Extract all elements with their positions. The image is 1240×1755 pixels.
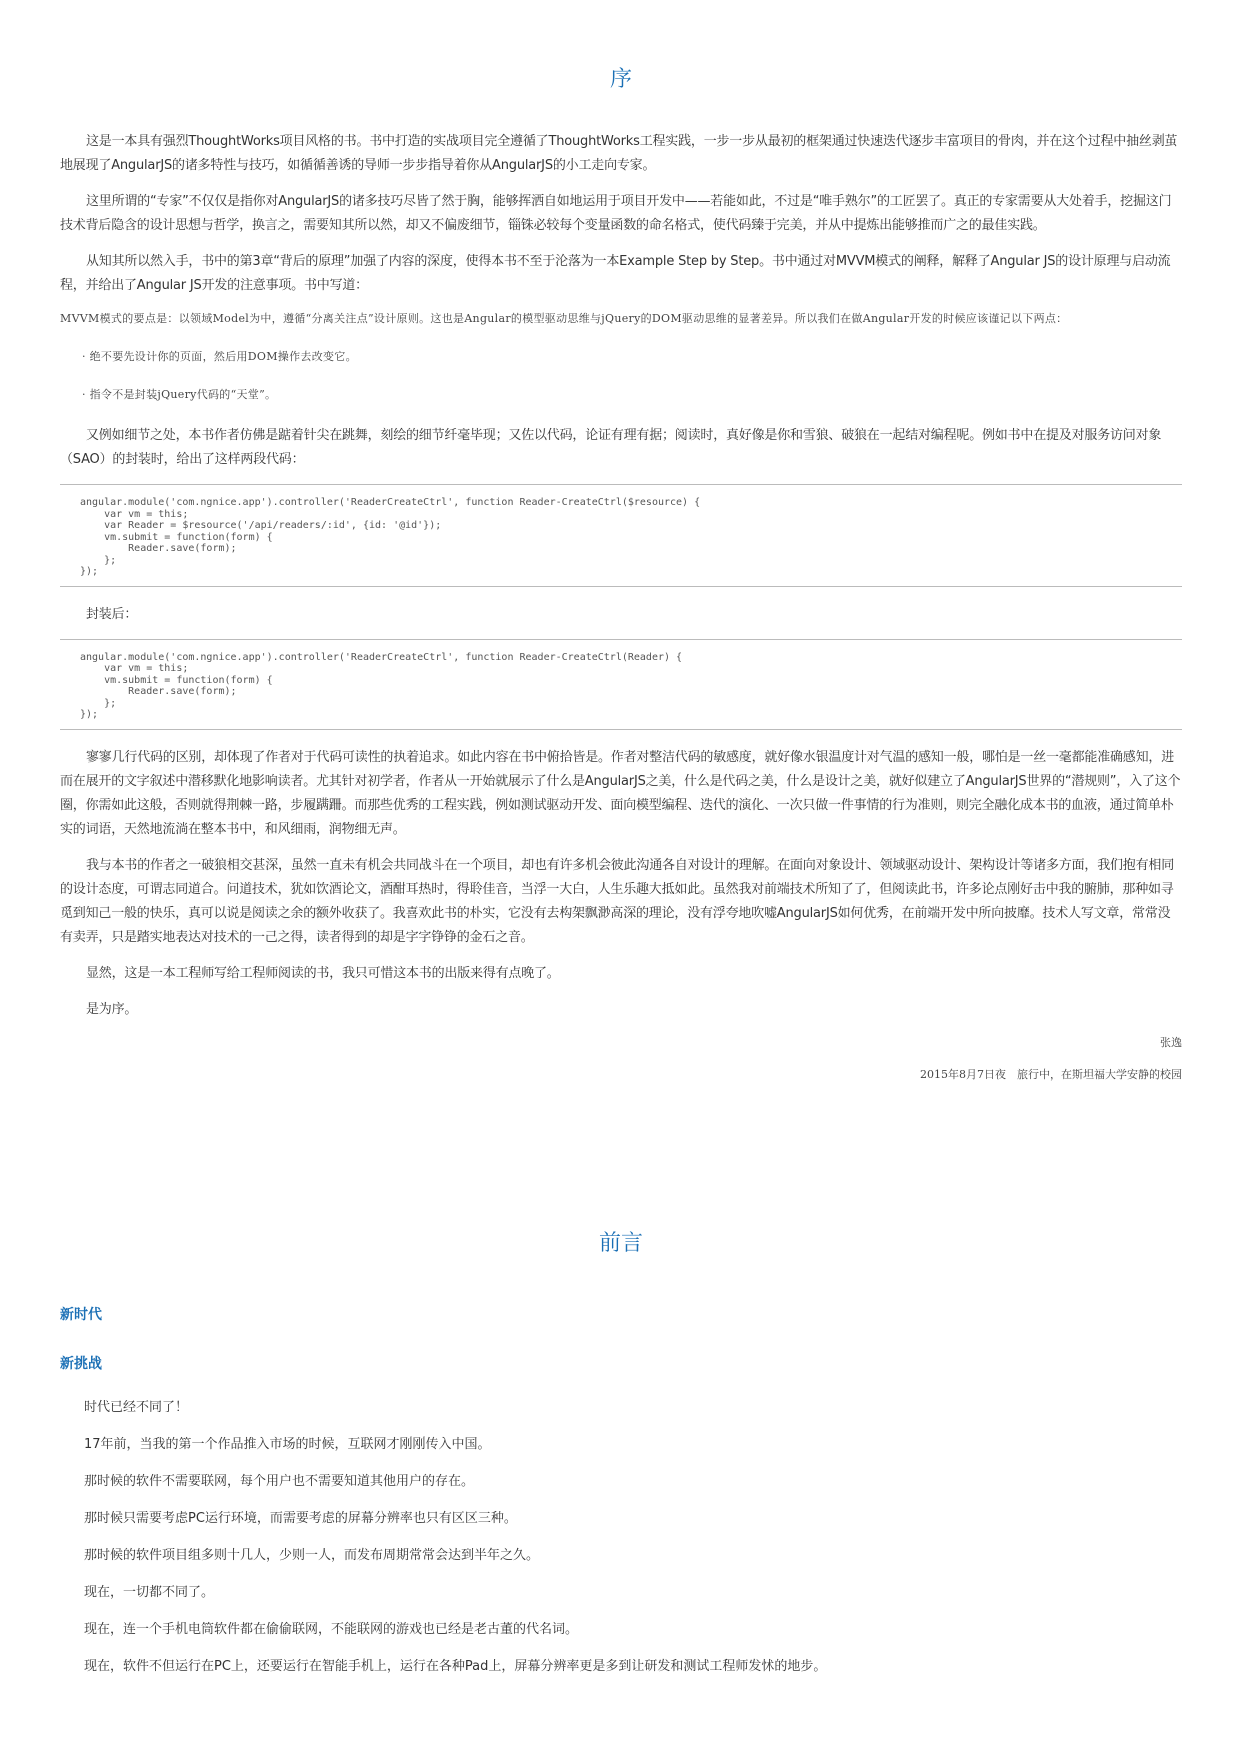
after-label: 封装后： xyxy=(86,606,138,622)
foreword-title: 前言 xyxy=(598,1231,643,1256)
code-text: angular.module('com.ngnice.app').controller('ReaderCreateCtrl', function Reader-CreateCtrl(Reader) { var vm = this; vm.submit = function(form) { Reader.save(form); }; }); xyxy=(80,651,683,720)
code-block-before xyxy=(60,484,1182,587)
quote-line: · 指令不是封装jQuery代码的“天堂”。 xyxy=(82,388,277,401)
quote-line: · 绝不要先设计你的页面，然后用DOM操作去改变它。 xyxy=(82,350,357,363)
paragraph: 从知其所以然入手，书中的第3章“背后的原理”加强了内容的深度，使得本书不至于沦落为一本Example Step by Step。书中通过对MVVM模式的阐释，解释了Angular JS的设计原理与启动流程，并给出了Angular JS开发的注意事项。书中写道： xyxy=(60,254,1171,293)
paragraph: 这里所谓的“专家”不仅仅是指你对AngularJS的诸多技巧尽皆了然于胸，能够挥洒自如地运用于项目开发中——若能如此，不过是“唯手熟尔”的工匠罢了。真正的专家需要从大处着手，挖掘这门技术背后隐含的设计思想与哲学，换言之，需要知其所以然，却又不偏废细节，锱铢必较每个变量函数的命名格式，使代码臻于完美，并从中提炼出能够推而广之的最佳实践。 xyxy=(60,194,1172,233)
paragraph: 那时候只需要考虑PC运行环境，而需要考虑的屏幕分辨率也只有区区三种。 xyxy=(84,1511,517,1526)
quote-line: MVVM模式的要点是：以领域Model为中，遵循“分离关注点”设计原则。这也是Angular的模型驱动思维与jQuery的DOM驱动思维的显著差异。所以我们在做Angular开发的时候应该谨记以下两点： xyxy=(60,312,1068,325)
preface-title: 序 xyxy=(609,67,632,92)
paragraph: 我与本书的作者之一破狼相交甚深，虽然一直未有机会共同战斗在一个项目，却也有许多机会彼此沟通各自对设计的理解。在面向对象设计、领域驱动设计、架构设计等诸多方面，我们抱有相同的设计态度，可谓志同道合。问道技术，犹如饮酒论文，酒酣耳热时，得聆佳音，当浮一大白，人生乐趣大抵如此。虽然我对前端技术所知了了，但阅读此书，许多论点刚好击中我的腑肺，那种如寻觅到知己一般的快乐，真可以说是阅读之余的额外收获了。我喜欢此书的朴实，它没有去构架飘渺高深的理论，没有浮夸地吹嘘AngularJS如何优秀，在前端开发中所向披靡。技术人写文章，常常没有卖弄，只是踏实地表达对技术的一己之得，读者得到的却是字字铮铮的金石之音。 xyxy=(60,857,1175,945)
paragraph: 是为序。 xyxy=(86,1001,138,1017)
blockquote xyxy=(60,310,1182,404)
signature-date: 2015年8月7日夜 旅行中，在斯坦福大学安静的校园 xyxy=(920,1067,1182,1081)
paragraph: 现在，连一个手机电筒软件都在偷偷联网，不能联网的游戏也已经是老古董的代名词。 xyxy=(84,1622,579,1637)
paragraph: 现在，软件不但运行在PC上，还要运行在智能手机上，运行在各种Pad上，屏幕分辨率更是多到让研发和测试工程师发怵的地步。 xyxy=(84,1659,827,1674)
code-text: angular.module('com.ngnice.app').controller('ReaderCreateCtrl', function Reader-CreateCtrl($resource) { var vm = this; var Reader = $resource('/api/readers/:id', {id: '@id'}); vm.submit = function(form) { Reader.save(form); }; }); xyxy=(80,497,701,577)
paragraph: 那时候的软件项目组多则十几人，少则一人，而发布周期常常会达到半年之久。 xyxy=(84,1548,540,1563)
paragraph: 17年前，当我的第一个作品推入市场的时候，互联网才刚刚传入中国。 xyxy=(84,1437,491,1452)
paragraph: 寥寥几行代码的区别，却体现了作者对于代码可读性的执着追求。如此内容在书中俯拾皆是。作者对整洁代码的敏感度，就好像水银温度计对气温的感知一般，哪怕是一丝一毫都能准确感知，进而在展开的文字叙述中潜移默化地影响读者。尤其针对初学者，作者从一开始就展示了什么是AngularJS之美，什么是代码之美，什么是设计之美，就好似建立了AngularJS世界的“潜规则”，入了这个圈，你需如此这般，否则就得荆棘一路，步履蹒跚。而那些优秀的工程实践，例如测试驱动开发、面向模型编程、迭代的演化、一次只做一件事情的行为准则，则完全融化成本书的血液，通过简单朴实的词语，天然地流淌在整本书中，和风细雨，润物细无声。 xyxy=(60,749,1181,837)
paragraph: 现在，一切都不同了。 xyxy=(84,1585,215,1600)
paragraph: 时代已经不同了！ xyxy=(84,1400,189,1415)
section-heading-new-era: 新时代 xyxy=(60,1307,102,1323)
foreword-body xyxy=(60,1398,1182,1694)
paragraph: 又例如细节之处，本书作者仿佛是踮着针尖在跳舞，刻绘的细节纤毫毕现；又佐以代码，论证有理有据；阅读时，真好像是你和雪狼、破狼在一起结对编程呢。例如书中在提及对服务访问对象（SAO）的封装时，给出了这样两段代码： xyxy=(60,428,1162,467)
section-heading-new-challenge: 新挑战 xyxy=(60,1356,102,1372)
preface-body xyxy=(60,130,1182,1082)
paragraph: 那时候的软件不需要联网，每个用户也不需要知道其他用户的存在。 xyxy=(84,1474,475,1489)
paragraph: 显然，这是一本工程师写给工程师阅读的书，我只可惜这本书的出版来得有点晚了。 xyxy=(86,965,560,981)
signature-name: 张逸 xyxy=(1160,1035,1182,1049)
paragraph: 这是一本具有强烈ThoughtWorks项目风格的书。书中打造的实战项目完全遵循了ThoughtWorks工程实践，一步一步从最初的框架通过快速迭代逐步丰富项目的骨肉，并在这个过程中抽丝剥茧地展现了AngularJS的诸多特性与技巧，如循循善诱的导师一步步指导着你从AngularJS的小工走向专家。 xyxy=(60,134,1178,173)
code-block-after xyxy=(60,639,1182,730)
